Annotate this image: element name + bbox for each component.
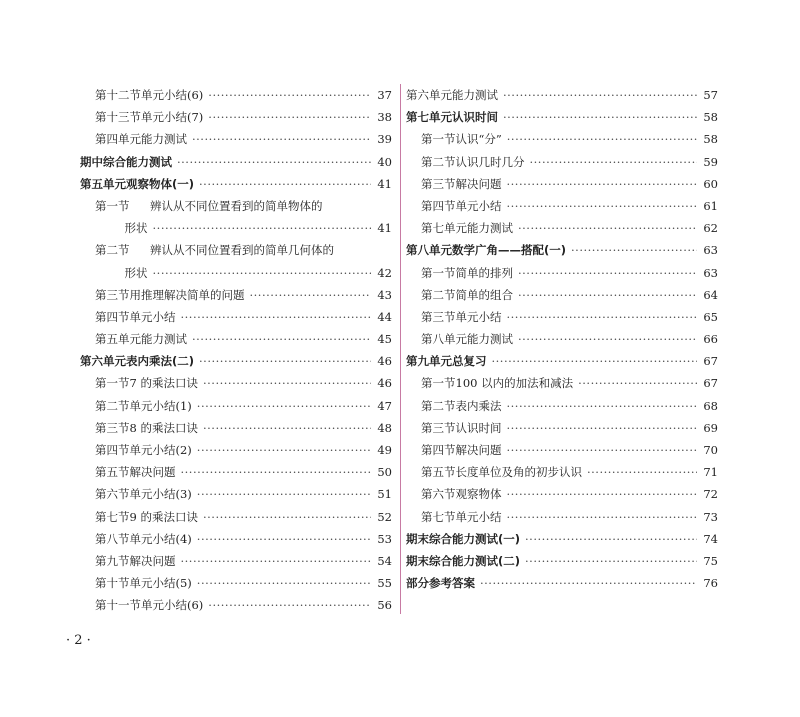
toc-page-number: 47 — [377, 398, 392, 413]
toc-page-number: 68 — [703, 398, 718, 413]
toc-title: 7 的乘法口诀 — [129, 376, 198, 391]
toc-section-label: 第一节 — [95, 198, 130, 213]
toc-right-column — [406, 84, 718, 594]
toc-title: 第八单元能力测试 — [421, 332, 513, 347]
toc-dot-leader — [530, 151, 698, 173]
toc-dot-leader — [181, 461, 372, 483]
toc-entry — [80, 506, 392, 528]
toc-page-number: 58 — [703, 132, 718, 147]
toc-title: 单元小结 — [129, 309, 176, 324]
toc-section-label: 第一节 — [421, 265, 456, 280]
toc-page-number: 46 — [377, 376, 392, 391]
toc-page-number: 39 — [377, 132, 392, 147]
toc-page-number: 50 — [377, 465, 392, 480]
column-divider — [400, 84, 401, 614]
toc-dot-leader — [199, 350, 371, 372]
toc-entry — [406, 550, 718, 572]
toc-title: 表内乘法(二) — [126, 354, 195, 369]
toc-entry — [406, 572, 718, 594]
toc-entry — [80, 439, 392, 461]
toc-title: 100 以内的加法和减法 — [455, 376, 574, 391]
toc-entry — [406, 372, 718, 394]
toc-entry — [406, 417, 718, 439]
toc-entry — [80, 284, 392, 306]
toc-dot-leader — [181, 550, 372, 572]
toc-page-number: 49 — [377, 443, 392, 457]
toc-entry — [406, 151, 718, 173]
toc-dot-leader — [507, 417, 698, 439]
toc-title: 单元小结(1) — [129, 398, 192, 413]
toc-dot-leader — [208, 106, 371, 128]
toc-page-number: 52 — [377, 509, 392, 524]
toc-entry — [80, 350, 392, 372]
toc-section-label: 第三节 — [421, 420, 456, 435]
toc-dot-leader — [177, 151, 371, 173]
toc-page-number: 70 — [703, 443, 718, 457]
toc-page-number: 69 — [703, 420, 718, 435]
toc-title: 形状 — [124, 265, 148, 280]
toc-page-number: 41 — [377, 176, 392, 191]
toc-page-number: 72 — [703, 487, 718, 502]
toc-entry — [406, 350, 718, 372]
toc-title: 解决问题 — [455, 176, 502, 191]
toc-page-number: 41 — [377, 221, 392, 236]
toc-dot-leader — [250, 284, 372, 306]
toc-entry — [406, 284, 718, 306]
toc-entry — [80, 372, 392, 394]
toc-section-label: 第七节 — [95, 509, 130, 524]
toc-title: 表内乘法 — [455, 398, 502, 413]
toc-page-number: 54 — [377, 553, 392, 568]
toc-title: 长度单位及角的初步认识 — [455, 465, 582, 480]
toc-entry — [406, 128, 718, 150]
toc-page-number: 40 — [377, 154, 392, 169]
toc-entry — [80, 106, 392, 128]
toc-section-label: 第七单元 — [406, 110, 452, 125]
toc-entry — [80, 461, 392, 483]
toc-title: 单元小结(2) — [129, 443, 192, 457]
toc-section-label: 第六单元 — [80, 354, 126, 369]
toc-section-label: 第五单元 — [80, 176, 126, 191]
toc-entry — [80, 417, 392, 439]
toc-dot-leader — [197, 572, 371, 594]
toc-dot-leader — [208, 594, 371, 616]
toc-entry — [406, 483, 718, 505]
toc-title: 单元小结 — [455, 198, 502, 213]
toc-entry — [80, 239, 392, 261]
toc-dot-leader — [153, 262, 371, 284]
toc-left-column — [80, 84, 392, 617]
toc-title: 观察物体(一) — [126, 176, 195, 191]
toc-page-number: 65 — [703, 309, 718, 324]
toc-entry — [406, 528, 718, 550]
toc-page-number: 67 — [703, 376, 718, 391]
toc-title: 用推理解决简单的问题 — [129, 287, 245, 302]
toc-dot-leader — [503, 106, 697, 128]
toc-dot-leader — [507, 483, 698, 505]
toc-title: 单元小结(5) — [129, 576, 192, 591]
toc-section-label: 第四节 — [95, 309, 130, 324]
toc-title: 第五单元能力测试 — [95, 332, 187, 347]
toc-section-label: 第一节 — [421, 132, 456, 147]
toc-page-number: 57 — [703, 88, 718, 102]
toc-page-number: 42 — [377, 265, 392, 280]
toc-entry — [406, 461, 718, 483]
toc-title: 单元小结(7) — [141, 110, 204, 125]
toc-section-label: 第三节 — [95, 287, 130, 302]
toc-section-label: 第四节 — [421, 443, 456, 457]
toc-page-number: 59 — [703, 154, 718, 169]
toc-dot-leader — [203, 417, 371, 439]
toc-section-label: 第三节 — [421, 176, 456, 191]
toc-dot-leader — [571, 239, 697, 261]
toc-section-label: 第三节 — [95, 420, 130, 435]
toc-entry — [80, 395, 392, 417]
toc-title: 第六单元能力测试 — [406, 88, 498, 102]
toc-title: 解决问题 — [129, 553, 176, 568]
toc-section-label: 第十二节 — [95, 88, 141, 102]
toc-entry — [406, 239, 718, 261]
toc-entry — [80, 572, 392, 594]
toc-title: 单元小结(4) — [129, 531, 192, 546]
toc-page-number: 74 — [703, 531, 718, 546]
toc-section-label: 第十三节 — [95, 110, 141, 125]
toc-page-number: 46 — [377, 354, 392, 369]
toc-title: 单元小结(6) — [141, 598, 204, 613]
toc-dot-leader — [203, 372, 371, 394]
toc-page-number: 63 — [703, 265, 718, 280]
toc-title: 单元小结 — [455, 509, 502, 524]
toc-section-label: 第四节 — [421, 198, 456, 213]
toc-title: 辨认从不同位置看到的简单几何体的 — [150, 243, 334, 258]
toc-section-label: 第二节 — [421, 287, 456, 302]
toc-page-number: 66 — [703, 332, 718, 347]
toc-entry — [80, 483, 392, 505]
toc-dot-leader — [192, 328, 371, 350]
toc-entry — [406, 395, 718, 417]
toc-title: 数学广角——搭配(一) — [452, 243, 567, 258]
toc-entry — [80, 128, 392, 150]
toc-section-label: 第二节 — [95, 243, 130, 258]
toc-section-label: 第六节 — [421, 487, 456, 502]
toc-dot-leader — [199, 173, 371, 195]
toc-section-label: 第十节 — [95, 576, 130, 591]
toc-section-label: 第十一节 — [95, 598, 141, 613]
toc-page-number: 75 — [703, 553, 718, 568]
toc-title: 认识时间 — [455, 420, 502, 435]
toc-entry — [406, 439, 718, 461]
toc-page-number: 60 — [703, 176, 718, 191]
toc-dot-leader — [192, 128, 371, 150]
toc-entry — [80, 262, 392, 284]
toc-page-number: 51 — [377, 487, 392, 502]
toc-dot-leader — [518, 328, 697, 350]
toc-title: 单元小结(6) — [141, 88, 204, 102]
toc-title: 期中综合能力测试 — [80, 154, 172, 169]
toc-section-label: 第八节 — [95, 531, 130, 546]
toc-section-label: 第八单元 — [406, 243, 452, 258]
toc-entry — [80, 594, 392, 616]
toc-dot-leader — [507, 439, 698, 461]
toc-page-number: 67 — [703, 354, 718, 369]
toc-dot-leader — [507, 195, 698, 217]
toc-section-label: 第二节 — [421, 398, 456, 413]
toc-entry — [80, 195, 392, 217]
toc-title: 第四单元能力测试 — [95, 132, 187, 147]
toc-page-number: 53 — [377, 531, 392, 546]
toc-title: 认识时间 — [452, 110, 498, 125]
toc-dot-leader — [197, 395, 371, 417]
toc-page-number: 64 — [703, 287, 718, 302]
toc-page-number: 55 — [377, 576, 392, 591]
toc-entry — [80, 84, 392, 106]
toc-section-label: 第四节 — [95, 443, 130, 457]
toc-dot-leader — [518, 284, 697, 306]
toc-entry — [406, 262, 718, 284]
toc-page-number: 38 — [377, 110, 392, 125]
toc-dot-leader — [208, 84, 371, 106]
toc-title: 期末综合能力测试(一) — [406, 531, 521, 546]
toc-page-number: 63 — [703, 243, 718, 258]
toc-entry — [406, 173, 718, 195]
toc-title: 简单的组合 — [455, 287, 513, 302]
toc-dot-leader — [507, 128, 697, 150]
toc-entry — [406, 84, 718, 106]
toc-section-label: 第一节 — [421, 376, 456, 391]
toc-title: 单元小结 — [455, 309, 502, 324]
toc-dot-leader — [203, 506, 371, 528]
toc-entry — [406, 195, 718, 217]
toc-page-number: 61 — [703, 198, 718, 213]
toc-title: 简单的排列 — [455, 265, 513, 280]
toc-title: 期末综合能力测试(二) — [406, 553, 521, 568]
toc-dot-leader — [525, 550, 697, 572]
toc-dot-leader — [197, 528, 371, 550]
toc-title: 第七单元能力测试 — [421, 221, 513, 236]
toc-entry — [406, 306, 718, 328]
toc-title: 9 的乘法口诀 — [129, 509, 198, 524]
toc-title: 认识几时几分 — [455, 154, 525, 169]
toc-entry — [406, 106, 718, 128]
toc-title: 单元小结(3) — [129, 487, 192, 502]
toc-entry — [80, 173, 392, 195]
toc-dot-leader — [507, 173, 698, 195]
toc-title: 部分参考答案 — [406, 576, 475, 591]
toc-dot-leader — [578, 372, 697, 394]
toc-page-number: 44 — [377, 309, 392, 324]
toc-page-number: 73 — [703, 509, 718, 524]
page-number: · 2 · — [66, 633, 91, 648]
toc-entry — [80, 151, 392, 173]
toc-section-label: 第六节 — [95, 487, 130, 502]
toc-dot-leader — [181, 306, 372, 328]
toc-section-label: 第二节 — [421, 154, 456, 169]
toc-page-number: 43 — [377, 287, 392, 302]
toc-dot-leader — [197, 439, 371, 461]
toc-page-number: 58 — [703, 110, 718, 125]
toc-page-number: 56 — [377, 598, 392, 613]
toc-entry — [406, 328, 718, 350]
toc-dot-leader — [525, 528, 697, 550]
toc-section-label: 第九节 — [95, 553, 130, 568]
toc-dot-leader — [518, 262, 697, 284]
toc-dot-leader — [507, 506, 698, 528]
toc-title: 解决问题 — [129, 465, 176, 480]
toc-entry — [406, 217, 718, 239]
toc-page-number: 76 — [703, 576, 718, 591]
toc-page-number: 48 — [377, 420, 392, 435]
toc-title: 辨认从不同位置看到的简单物体的 — [150, 198, 323, 213]
toc-dot-leader — [492, 350, 698, 372]
toc-page-number: 71 — [703, 465, 718, 480]
toc-title: 形状 — [124, 221, 148, 236]
toc-entry — [80, 328, 392, 350]
toc-entry — [80, 528, 392, 550]
toc-section-label: 第一节 — [95, 376, 130, 391]
toc-entry — [80, 217, 392, 239]
toc-dot-leader — [587, 461, 697, 483]
toc-title: 认识“分” — [455, 132, 502, 147]
toc-entry — [80, 550, 392, 572]
toc-section-label: 第三节 — [421, 309, 456, 324]
toc-dot-leader — [518, 217, 697, 239]
toc-section-label: 第五节 — [421, 465, 456, 480]
toc-dot-leader — [480, 572, 697, 594]
toc-title: 8 的乘法口诀 — [129, 420, 198, 435]
toc-section-label: 第七节 — [421, 509, 456, 524]
toc-dot-leader — [503, 84, 697, 106]
toc-page-number: 62 — [703, 221, 718, 236]
toc-title: 总复习 — [452, 354, 487, 369]
toc-section-label: 第九单元 — [406, 354, 452, 369]
toc-title: 观察物体 — [455, 487, 502, 502]
toc-title: 解决问题 — [455, 443, 502, 457]
toc-dot-leader — [507, 395, 698, 417]
toc-entry — [80, 306, 392, 328]
toc-dot-leader — [153, 217, 371, 239]
toc-entry — [406, 506, 718, 528]
toc-page-number: 45 — [377, 332, 392, 347]
toc-dot-leader — [197, 483, 371, 505]
toc-page-number: 37 — [377, 88, 392, 102]
toc-section-label: 第五节 — [95, 465, 130, 480]
toc-dot-leader — [507, 306, 698, 328]
toc-section-label: 第二节 — [95, 398, 130, 413]
